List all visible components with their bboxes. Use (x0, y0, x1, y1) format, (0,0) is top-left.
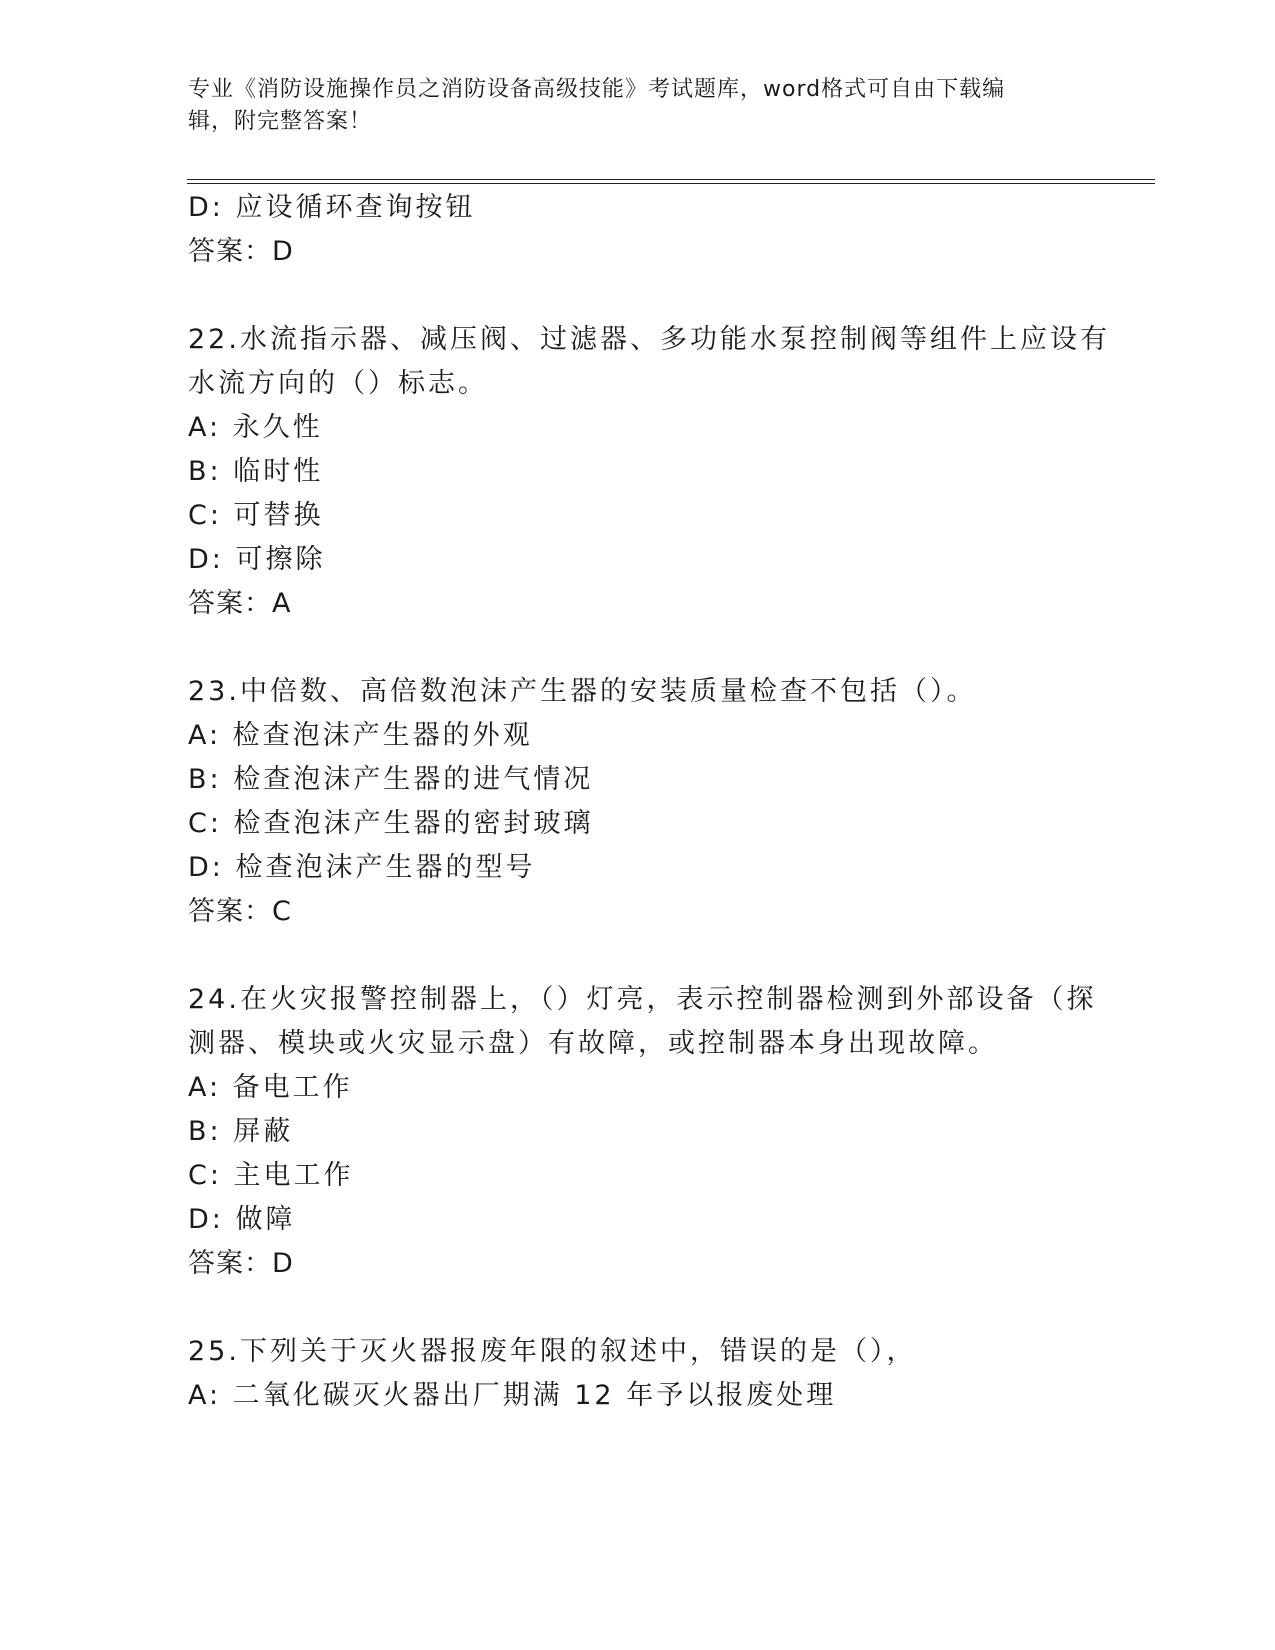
document-header (188, 74, 1068, 138)
q23-option-d: D: 检查泡沫产生器的型号 (188, 852, 536, 883)
q22-option-b: B: 临时性 (188, 456, 324, 487)
q24-stem-line-2: 测器、模块或火灾显示盘）有故障，或控制器本身出现故障。 (188, 1028, 998, 1059)
q22-stem-line-2: 水流方向的（）标志。 (188, 368, 488, 399)
q24-answer: 答案：D (188, 1248, 294, 1279)
q22-answer: 答案：A (188, 588, 292, 619)
q22-option-a: A: 永久性 (188, 412, 323, 443)
q24-option-d: D: 做障 (188, 1204, 296, 1235)
prev-answer: 答案：D (188, 236, 294, 267)
q24-option-a: A: 备电工作 (188, 1072, 353, 1103)
q25-stem-line-1: 25.下列关于灭火器报废年限的叙述中，错误的是（）， (188, 1336, 917, 1367)
header-divider-bottom (187, 183, 1155, 184)
header-line-2: 辑，附完整答案！ (188, 109, 373, 134)
header-line-1: 专业《消防设施操作员之消防设备高级技能》考试题库，word格式可自由下载编 (188, 77, 1006, 102)
q24-stem-line-1: 24.在火灾报警控制器上，（）灯亮，表示控制器检测到外部设备（探 (188, 984, 1097, 1015)
q22-option-c: C: 可替换 (188, 500, 324, 531)
q23-option-a: A: 检查泡沫产生器的外观 (188, 720, 533, 751)
q22-stem-line-1: 22.水流指示器、减压阀、过滤器、多功能水泵控制阀等组件上应设有 (188, 324, 1110, 355)
q23-answer: 答案：C (188, 896, 292, 927)
q24-option-c: C: 主电工作 (188, 1160, 354, 1191)
q23-stem-line-1: 23.中倍数、高倍数泡沫产生器的安装质量检查不包括（）。 (188, 676, 977, 707)
prev-option-d: D: 应设循环查询按钮 (188, 192, 476, 223)
q24-option-b: B: 屏蔽 (188, 1116, 294, 1147)
q22-option-d: D: 可擦除 (188, 544, 326, 575)
q23-option-b: B: 检查泡沫产生器的进气情况 (188, 764, 594, 795)
header-divider-top (187, 179, 1155, 180)
q25-option-a: A: 二氧化碳灭火器出厂期满 12 年予以报废处理 (188, 1380, 837, 1411)
q23-option-c: C: 检查泡沫产生器的密封玻璃 (188, 808, 594, 839)
